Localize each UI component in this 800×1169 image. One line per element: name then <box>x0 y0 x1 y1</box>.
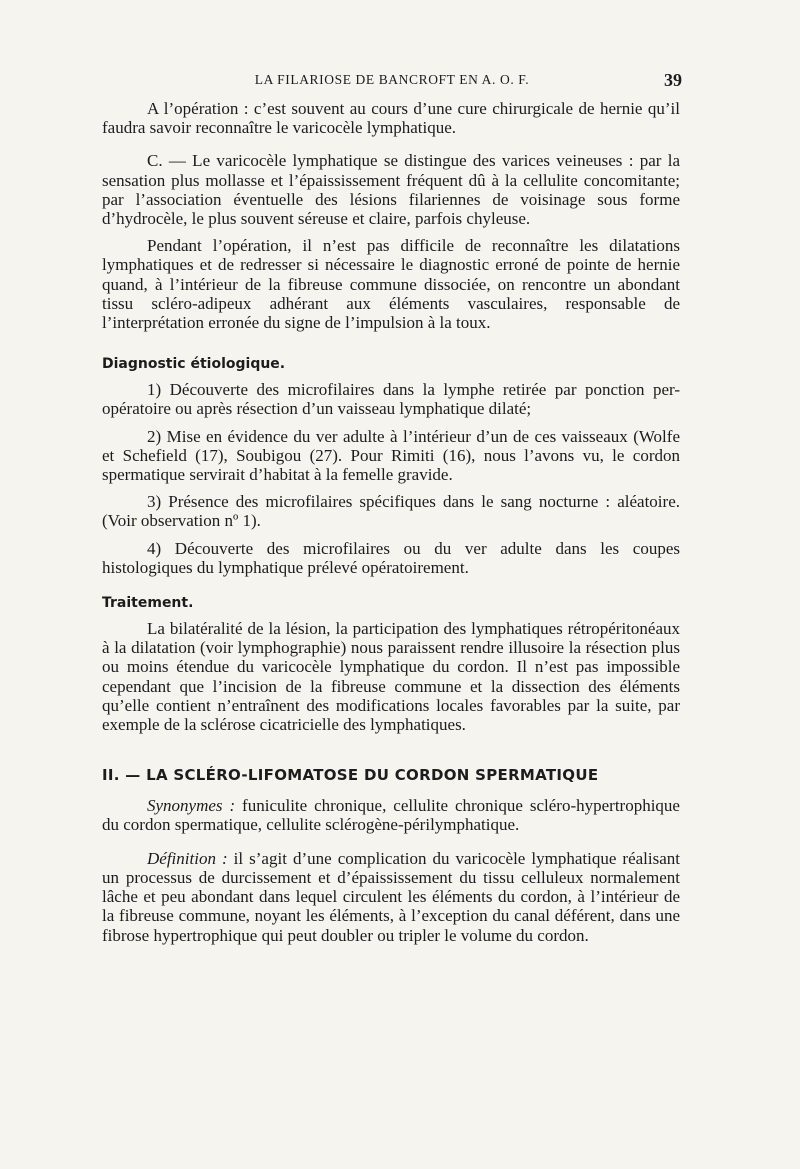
paragraph-definition <box>102 849 680 945</box>
paragraph-pendant-operation: Pendant l’opération, il n’est pas difficile de reconnaître les dilatations lymphatiques et de redresser si nécessaire le diagnostic erroné de pointe de hernie quand, à l’intérieur de la fibreuse commune dissociée, on rencontre un abondant tissu scléro-adipeux adhérant aux éléments vasculaires, responsable de l’interprétation erronée du signe de l’impulsion à la toux. <box>102 236 680 333</box>
synonymes-label: Synonymes : <box>147 796 236 816</box>
list-item-diagnostic-3: 3) Présence des microfilaires spécifiques dans le sang nocturne : aléatoire. (Voir observation nº 1). <box>102 492 680 531</box>
page-body <box>102 99 680 945</box>
paragraph-synonymes <box>102 796 680 834</box>
section-heading-II: II. — LA SCLÉRO-LIFOMATOSE DU CORDON SPERMATIQUE <box>102 766 599 785</box>
definition-text: il s’agit d’une complication du varicocèle lymphatique réalisant un processus de durcissement et d’épaississement du tissu celluleux normalement lâche et peu abondant dans lequel circulent les éléments du cordon, à l’intérieur de la fibreuse commune, noyant les éléments, à l’exception du canal déférent, dans une fibrose hypertrophique qui peut doubler ou tripler le volume du cordon. <box>102 848 680 945</box>
list-item-diagnostic-1: 1) Découverte des microfilaires dans la lymphe retirée par ponction per-opératoire ou après résection d’un vaisseau lymphatique dilaté; <box>102 380 680 419</box>
running-title: LA FILARIOSE DE BANCROFT EN A. O. F. <box>254 72 530 87</box>
heading-diagnostic-etiologique: Diagnostic étiologique. <box>102 356 286 373</box>
paragraph-traitement: La bilatéralité de la lésion, la participation des lymphatiques rétropéritonéaux à la dilatation (voir lymphographie) nous paraissent rendre illusoire la résection plus ou moins étendue du varicocèle lymphatique du cordon. Il n’est pas impossible cependant que l’incision de la fibreuse commune et la dissection des éléments qu’elle contient n’entraînent des modifications locales favorables par la suite, par exemple de la sclérose cicatricielle des lymphatiques. <box>102 619 680 735</box>
list-item-diagnostic-4: 4) Découverte des microfilaires ou du ver adulte dans les coupes histologiques du lymphatique prélevé opératoirement. <box>102 538 680 577</box>
definition-label: Définition : <box>147 848 228 868</box>
list-item-diagnostic-2: 2) Mise en évidence du ver adulte à l’intérieur d’un de ces vaisseaux (Wolfe et Schefield (17), Soubigou (27). Pour Rimiti (16), nous l’avons vu, le cordon spermatique servirait d’habitat à la femelle gravide. <box>102 426 680 485</box>
heading-traitement: Traitement. <box>102 595 194 612</box>
page-number: 39 <box>664 70 682 90</box>
paragraph-distinction: C. — Le varicocèle lymphatique se distingue des varices veineuses : par la sensation plus mollasse et l’épaississement fréquent dû à la cellulite concomitante; par l’association éventuelle des lésions filariennes de voisinage sous forme d’hydrocèle, le plus souvent séreuse et claire, parfois chyleuse. <box>102 151 680 229</box>
synonymes-text: funiculite chronique, cellulite chronique scléro-hypertrophique du cordon spermatique, cellulite sclérogène-périlymphatique. <box>102 796 680 835</box>
paragraph-operation: A l’opération : c’est souvent au cours d’une cure chirurgicale de hernie qu’il faudra savoir reconnaître le varicocèle lymphatique. <box>102 99 680 138</box>
running-header <box>102 70 682 94</box>
